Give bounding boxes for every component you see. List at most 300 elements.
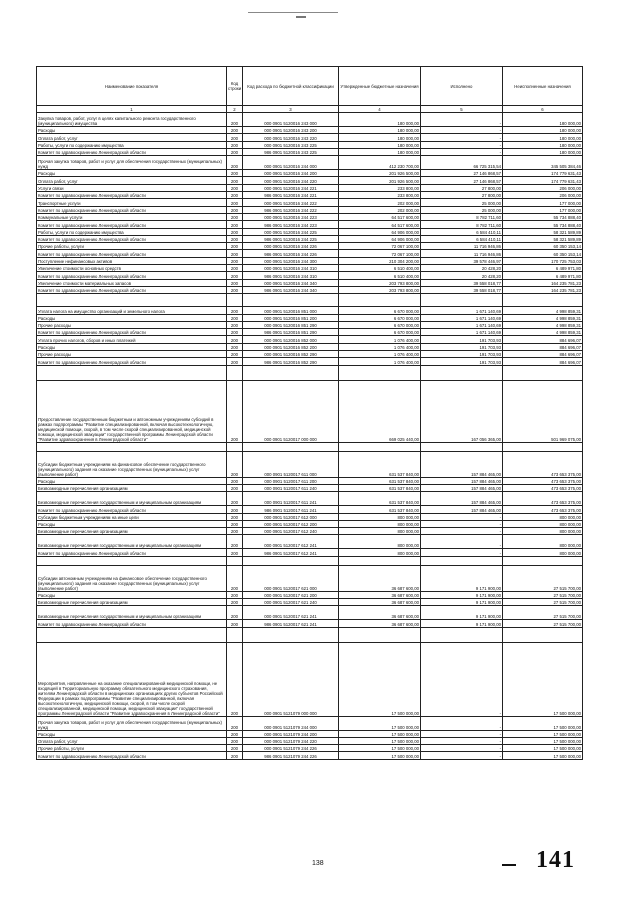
row-approved: 800 000,00 xyxy=(339,520,421,527)
row-unexecuted: 800 000,00 xyxy=(503,528,583,535)
column-number: 5 xyxy=(421,106,503,113)
row-executed: - xyxy=(421,549,503,556)
row-name: Комитет по здравоохранению Ленинградской области xyxy=(37,329,227,336)
row-line-code: 200 xyxy=(227,451,243,477)
row-budget-code: 000 0901 5120017 612 240 xyxy=(243,528,339,535)
row-line-code: 200 xyxy=(227,177,243,184)
row-unexecuted: 4 998 859,31 xyxy=(503,329,583,336)
row-budget-code: 000 0901 5120016 244 225 xyxy=(243,228,339,235)
row-approved: 64 517 600,00 xyxy=(339,213,421,220)
row-line-code: 200 xyxy=(227,520,243,527)
row-line-code: 200 xyxy=(227,737,243,744)
row-name: Расходы xyxy=(37,127,227,134)
row-line-code: 200 xyxy=(227,192,243,199)
row-budget-code: 000 0901 5121079 244 226 xyxy=(243,745,339,752)
stamp-dash xyxy=(502,864,516,866)
scan-artifact-mark xyxy=(296,16,306,18)
table-row xyxy=(37,737,583,744)
table-row xyxy=(37,265,583,272)
table-row xyxy=(37,314,583,321)
row-approved: 6 670 000,00 xyxy=(339,314,421,321)
row-executed: 39 558 018,77 xyxy=(421,286,503,293)
row-unexecuted: 27 515 700,00 xyxy=(503,598,583,605)
row-approved: 233 800,00 xyxy=(339,192,421,199)
table-row xyxy=(37,141,583,148)
row-unexecuted: 17 500 000,00 xyxy=(503,730,583,737)
table-row xyxy=(37,642,583,716)
row-executed: 25 000,00 xyxy=(421,199,503,206)
row-name: Комитет по здравоохранению Ленинградской области xyxy=(37,286,227,293)
row-line-code: 200 xyxy=(227,549,243,556)
row-approved: 631 537 840,00 xyxy=(339,506,421,513)
row-unexecuted: 4 998 859,31 xyxy=(503,314,583,321)
row-line-code: 200 xyxy=(227,506,243,513)
row-executed: 167 056 365,00 xyxy=(421,380,503,442)
row-approved: 1 076 400,00 xyxy=(339,336,421,343)
row-approved: 631 537 840,00 xyxy=(339,492,421,506)
empty-cell xyxy=(227,556,243,565)
row-executed: - xyxy=(421,127,503,134)
row-budget-code: 986 0901 5120016 244 221 xyxy=(243,192,339,199)
row-name: Расходы xyxy=(37,314,227,321)
row-line-code: 200 xyxy=(227,492,243,506)
row-unexecuted: 473 653 375,00 xyxy=(503,477,583,484)
row-name: Расходы xyxy=(37,170,227,177)
row-line-code: 200 xyxy=(227,257,243,264)
row-unexecuted: 55 734 888,40 xyxy=(503,221,583,228)
header-indicator-name: Наименование показателя xyxy=(37,67,227,106)
table-row xyxy=(37,365,583,380)
table-row xyxy=(37,745,583,752)
row-executed: - xyxy=(421,730,503,737)
row-executed: 191 703,93 xyxy=(421,358,503,365)
row-line-code: 200 xyxy=(227,134,243,141)
row-budget-code: 986 0901 5121079 244 226 xyxy=(243,752,339,759)
row-unexecuted: 174 779 631,43 xyxy=(503,177,583,184)
row-budget-code: 986 0901 5120017 612 241 xyxy=(243,549,339,556)
row-line-code: 200 xyxy=(227,184,243,191)
row-name: Прочая закупка товаров, работ и услуг для обеспечения государственных (муниципальных) нужд xyxy=(37,716,227,730)
row-executed: - xyxy=(421,737,503,744)
row-budget-code: 000 0901 5120016 243 200 xyxy=(243,127,339,134)
row-line-code: 200 xyxy=(227,321,243,328)
table-row xyxy=(37,620,583,627)
row-unexecuted: 800 000,00 xyxy=(503,520,583,527)
row-executed: 9 171 900,00 xyxy=(421,598,503,605)
table-row xyxy=(37,351,583,358)
row-executed: 27 800,00 xyxy=(421,184,503,191)
row-name: Комитет по здравоохранению Ленинградской области xyxy=(37,506,227,513)
row-name: Поступление нефинансовых активов xyxy=(37,257,227,264)
row-approved: 17 500 000,00 xyxy=(339,642,421,716)
row-unexecuted: 180 000,00 xyxy=(503,113,583,127)
row-unexecuted: 17 500 000,00 xyxy=(503,745,583,752)
row-name: Транспортные услуги xyxy=(37,199,227,206)
empty-cell xyxy=(339,365,421,380)
page-number: 138 xyxy=(312,860,324,867)
row-line-code: 200 xyxy=(227,286,243,293)
row-name: Комитет по здравоохранению Ленинградской области xyxy=(37,272,227,279)
row-budget-code: 000 0901 5120016 244 340 xyxy=(243,279,339,286)
row-approved: 36 687 600,00 xyxy=(339,565,421,591)
row-approved: 17 500 000,00 xyxy=(339,716,421,730)
row-budget-code: 000 0901 5120016 243 220 xyxy=(243,134,339,141)
row-line-code: 200 xyxy=(227,141,243,148)
row-executed: 157 884 465,00 xyxy=(421,451,503,477)
table-row xyxy=(37,716,583,730)
table-row xyxy=(37,492,583,506)
row-budget-code: 986 0901 5120017 621 241 xyxy=(243,620,339,627)
row-executed: - xyxy=(421,148,503,155)
header-executed: Исполнено xyxy=(421,67,503,106)
row-executed: 1 671 140,69 xyxy=(421,314,503,321)
row-line-code: 200 xyxy=(227,228,243,235)
row-unexecuted: 180 000,00 xyxy=(503,134,583,141)
row-unexecuted: 884 696,07 xyxy=(503,336,583,343)
table-row xyxy=(37,549,583,556)
row-approved: 6 670 000,00 xyxy=(339,307,421,314)
row-name: Комитет по здравоохранению Ленинградской области xyxy=(37,192,227,199)
table-row xyxy=(37,307,583,314)
row-budget-code: 000 0901 5120017 621 241 xyxy=(243,606,339,620)
row-name: Оплата работ, услуг xyxy=(37,177,227,184)
empty-cell xyxy=(37,627,227,642)
empty-cell xyxy=(37,442,227,451)
row-name: Закупка товаров, работ, услуг в целях капитального ремонта государственного (муниципального) имущества xyxy=(37,113,227,127)
empty-cell xyxy=(339,627,421,642)
row-line-code: 200 xyxy=(227,272,243,279)
table-row xyxy=(37,343,583,350)
row-approved: 202 000,00 xyxy=(339,199,421,206)
row-executed: 191 703,93 xyxy=(421,343,503,350)
row-unexecuted: 206 000,00 xyxy=(503,192,583,199)
row-line-code: 200 xyxy=(227,235,243,242)
row-line-code: 200 xyxy=(227,565,243,591)
row-name: Предоставление государственным бюджетным и автономным учреждениям субсидий в рамках подпрограммы "Развитие специализированной, включая высокотехнологичную, медицинской помощи, скорой, в том числе скорой специализированной, медицинской помощи, медицинской эвакуации" государственной программы Ленинградской области "Развитие здравоохранения в Ленинградской области" xyxy=(37,380,227,442)
row-executed: - xyxy=(421,141,503,148)
empty-cell xyxy=(243,294,339,307)
row-approved: 64 517 600,00 xyxy=(339,221,421,228)
row-line-code: 200 xyxy=(227,513,243,520)
empty-cell xyxy=(339,556,421,565)
row-budget-code: 000 0901 5120016 852 200 xyxy=(243,343,339,350)
row-name: Прочие работы, услуги xyxy=(37,243,227,250)
row-name: Безвозмездные перечисления государственным и муниципальным организациям xyxy=(37,535,227,549)
table-row xyxy=(37,477,583,484)
row-executed: 25 000,00 xyxy=(421,206,503,213)
row-unexecuted: 473 653 375,00 xyxy=(503,492,583,506)
row-executed: - xyxy=(421,113,503,127)
row-budget-code: 000 0901 5121079 244 000 xyxy=(243,716,339,730)
row-unexecuted: 6 489 971,80 xyxy=(503,265,583,272)
row-unexecuted: 58 321 589,89 xyxy=(503,235,583,242)
row-executed: 157 884 465,00 xyxy=(421,506,503,513)
row-name: Услуги связи xyxy=(37,184,227,191)
row-executed: - xyxy=(421,642,503,716)
empty-cell xyxy=(243,627,339,642)
row-unexecuted: 800 000,00 xyxy=(503,549,583,556)
row-executed: 66 725 315,54 xyxy=(421,156,503,170)
row-approved: 203 793 800,00 xyxy=(339,286,421,293)
table-row xyxy=(37,286,583,293)
row-executed: 39 578 446,97 xyxy=(421,257,503,264)
row-name: Комитет по здравоохранению Ленинградской области xyxy=(37,148,227,155)
table-row xyxy=(37,235,583,242)
row-executed: 1 671 140,69 xyxy=(421,307,503,314)
handwritten-page-stamp: 141 xyxy=(536,847,575,873)
row-unexecuted: 17 500 000,00 xyxy=(503,642,583,716)
row-unexecuted: 27 515 700,00 xyxy=(503,620,583,627)
row-executed: 27 146 868,57 xyxy=(421,170,503,177)
row-name: Расходы xyxy=(37,520,227,527)
row-budget-code: 000 0901 5120017 611 240 xyxy=(243,484,339,491)
scan-artifact-line xyxy=(248,12,338,13)
row-name: Комитет по здравоохранению Ленинградской области xyxy=(37,221,227,228)
row-executed: - xyxy=(421,745,503,752)
row-name: Безвозмездные перечисления государственным и муниципальным организациям xyxy=(37,606,227,620)
row-budget-code: 000 0901 5120017 612 200 xyxy=(243,520,339,527)
row-name: Расходы xyxy=(37,343,227,350)
row-budget-code: 000 0901 5120017 621 000 xyxy=(243,565,339,591)
row-line-code: 200 xyxy=(227,279,243,286)
empty-cell xyxy=(503,294,583,307)
row-unexecuted: 800 000,00 xyxy=(503,513,583,520)
row-unexecuted: 884 696,07 xyxy=(503,343,583,350)
row-line-code: 200 xyxy=(227,620,243,627)
row-executed: 1 671 140,69 xyxy=(421,321,503,328)
row-approved: 412 230 700,00 xyxy=(339,156,421,170)
table-row xyxy=(37,156,583,170)
empty-cell xyxy=(227,365,243,380)
row-approved: 17 500 000,00 xyxy=(339,752,421,759)
table-row xyxy=(37,752,583,759)
row-approved: 201 926 500,00 xyxy=(339,177,421,184)
row-approved: 64 906 000,00 xyxy=(339,235,421,242)
row-unexecuted: 60 350 153,14 xyxy=(503,250,583,257)
empty-cell xyxy=(227,627,243,642)
row-budget-code: 986 0901 5120016 852 290 xyxy=(243,358,339,365)
empty-cell xyxy=(421,294,503,307)
table-row xyxy=(37,279,583,286)
row-budget-code: 000 0901 5120017 611 241 xyxy=(243,492,339,506)
row-unexecuted: 345 505 384,46 xyxy=(503,156,583,170)
row-unexecuted: 884 696,07 xyxy=(503,351,583,358)
row-approved: 800 000,00 xyxy=(339,535,421,549)
row-budget-code: 986 0901 5120016 244 226 xyxy=(243,250,339,257)
table-row xyxy=(37,272,583,279)
row-executed: 11 716 946,86 xyxy=(421,243,503,250)
row-executed: 1 671 140,69 xyxy=(421,329,503,336)
row-name: Безвозмездные перечисления организациям xyxy=(37,598,227,605)
row-budget-code: 000 0901 5120016 244 200 xyxy=(243,170,339,177)
row-budget-code: 000 0901 5120016 244 223 xyxy=(243,213,339,220)
row-unexecuted: 180 000,00 xyxy=(503,141,583,148)
row-executed: 27 146 868,57 xyxy=(421,177,503,184)
row-budget-code: 000 0901 5120017 611 000 xyxy=(243,451,339,477)
table-row xyxy=(37,380,583,442)
row-unexecuted: 164 235 781,23 xyxy=(503,279,583,286)
row-executed: 157 884 465,00 xyxy=(421,492,503,506)
row-approved: 210 304 200,00 xyxy=(339,257,421,264)
table-row xyxy=(37,294,583,307)
row-approved: 17 500 000,00 xyxy=(339,730,421,737)
row-budget-code: 000 0901 5121079 244 220 xyxy=(243,737,339,744)
row-name: Комитет по здравоохранению Ленинградской области xyxy=(37,206,227,213)
row-approved: 180 000,00 xyxy=(339,113,421,127)
column-number: 2 xyxy=(227,106,243,113)
table-row xyxy=(37,606,583,620)
table-row xyxy=(37,535,583,549)
row-line-code: 200 xyxy=(227,127,243,134)
empty-cell xyxy=(37,294,227,307)
row-unexecuted: 177 000,00 xyxy=(503,206,583,213)
empty-cell xyxy=(37,556,227,565)
row-budget-code: 000 0901 5120016 244 310 xyxy=(243,265,339,272)
row-unexecuted: 180 000,00 xyxy=(503,148,583,155)
empty-cell xyxy=(339,294,421,307)
row-budget-code: 000 0901 5120016 243 000 xyxy=(243,113,339,127)
row-approved: 800 000,00 xyxy=(339,549,421,556)
row-unexecuted: 174 779 631,43 xyxy=(503,170,583,177)
row-name: Прочие работы, услуги xyxy=(37,745,227,752)
table-row xyxy=(37,250,583,257)
empty-cell xyxy=(227,442,243,451)
row-name: Увеличение стоимости основных средств xyxy=(37,265,227,272)
row-executed: 9 171 900,00 xyxy=(421,565,503,591)
table-row xyxy=(37,598,583,605)
row-line-code: 200 xyxy=(227,199,243,206)
row-line-code: 200 xyxy=(227,745,243,752)
table-row xyxy=(37,556,583,565)
row-approved: 36 687 600,00 xyxy=(339,606,421,620)
row-line-code: 200 xyxy=(227,343,243,350)
row-name: Расходы xyxy=(37,477,227,484)
row-name: Комитет по здравоохранению Ленинградской области xyxy=(37,235,227,242)
table-row xyxy=(37,451,583,477)
row-line-code: 200 xyxy=(227,380,243,442)
row-budget-code: 000 0901 5121079 244 200 xyxy=(243,730,339,737)
row-budget-code: 986 0901 5120016 244 223 xyxy=(243,221,339,228)
row-approved: 6 670 000,00 xyxy=(339,321,421,328)
table-body xyxy=(37,113,583,760)
row-unexecuted: 473 653 375,00 xyxy=(503,506,583,513)
row-line-code: 200 xyxy=(227,730,243,737)
row-executed: 20 428,20 xyxy=(421,265,503,272)
table-row xyxy=(37,358,583,365)
row-executed: 20 428,20 xyxy=(421,272,503,279)
row-unexecuted: 60 350 153,14 xyxy=(503,243,583,250)
row-approved: 17 500 000,00 xyxy=(339,737,421,744)
empty-cell xyxy=(339,442,421,451)
table-row xyxy=(37,257,583,264)
row-unexecuted: 17 500 000,00 xyxy=(503,716,583,730)
table-row xyxy=(37,127,583,134)
empty-cell xyxy=(421,627,503,642)
row-name: Безвозмездные перечисления государственным и муниципальным организациям xyxy=(37,492,227,506)
row-approved: 6 670 000,00 xyxy=(339,329,421,336)
row-approved: 180 000,00 xyxy=(339,148,421,155)
row-budget-code: 000 0901 5120016 244 222 xyxy=(243,199,339,206)
row-approved: 800 000,00 xyxy=(339,513,421,520)
row-line-code: 200 xyxy=(227,535,243,549)
table-row xyxy=(37,513,583,520)
row-budget-code: 986 0901 5120016 244 340 xyxy=(243,286,339,293)
header-approved: Утвержденные бюджетные назначения xyxy=(339,67,421,106)
row-unexecuted: 58 321 589,89 xyxy=(503,228,583,235)
table-row xyxy=(37,170,583,177)
row-budget-code: 000 0901 5120016 852 000 xyxy=(243,336,339,343)
row-name: Оплата работ, услуг xyxy=(37,737,227,744)
row-budget-code: 986 0901 5120016 244 225 xyxy=(243,235,339,242)
table-row xyxy=(37,520,583,527)
row-approved: 17 500 000,00 xyxy=(339,745,421,752)
row-approved: 180 000,00 xyxy=(339,141,421,148)
row-approved: 72 067 100,00 xyxy=(339,250,421,257)
row-name: Комитет по здравоохранению Ленинградской области xyxy=(37,358,227,365)
table-row xyxy=(37,192,583,199)
row-approved: 36 687 600,00 xyxy=(339,620,421,627)
table-header-row xyxy=(37,67,583,106)
row-executed: 191 703,93 xyxy=(421,336,503,343)
row-name: Субсидии бюджетным учреждениям на иные цели xyxy=(37,513,227,520)
row-name: Комитет по здравоохранению Ленинградской области xyxy=(37,620,227,627)
row-unexecuted: 17 500 000,00 xyxy=(503,752,583,759)
row-executed: 191 703,93 xyxy=(421,351,503,358)
row-line-code: 200 xyxy=(227,351,243,358)
row-executed: 157 884 465,00 xyxy=(421,484,503,491)
row-budget-code: 000 0901 5120016 851 000 xyxy=(243,307,339,314)
row-approved: 180 000,00 xyxy=(339,134,421,141)
row-line-code: 200 xyxy=(227,329,243,336)
row-approved: 6 510 400,00 xyxy=(339,265,421,272)
row-line-code: 200 xyxy=(227,250,243,257)
row-budget-code: 986 0901 5120016 244 222 xyxy=(243,206,339,213)
table-row xyxy=(37,442,583,451)
empty-cell xyxy=(503,556,583,565)
column-number: 6 xyxy=(503,106,583,113)
row-budget-code: 000 0901 5120017 612 241 xyxy=(243,535,339,549)
header-budget-code: Код расхода по бюджетной классификации xyxy=(243,67,339,106)
row-approved: 201 926 500,00 xyxy=(339,170,421,177)
table-row xyxy=(37,199,583,206)
row-unexecuted: 27 515 700,00 xyxy=(503,565,583,591)
row-executed: - xyxy=(421,528,503,535)
row-budget-code: 000 0901 5120016 244 220 xyxy=(243,177,339,184)
empty-cell xyxy=(421,365,503,380)
column-number: 3 xyxy=(243,106,339,113)
table-row xyxy=(37,184,583,191)
row-name: Безвозмездные перечисления организациям xyxy=(37,484,227,491)
table-row xyxy=(37,228,583,235)
row-line-code: 200 xyxy=(227,170,243,177)
row-budget-code: 000 0901 5120016 244 300 xyxy=(243,257,339,264)
table-row xyxy=(37,730,583,737)
row-approved: 1 076 400,00 xyxy=(339,351,421,358)
row-name: Оплата работ, услуг xyxy=(37,134,227,141)
empty-cell xyxy=(243,442,339,451)
table-row xyxy=(37,206,583,213)
row-line-code: 200 xyxy=(227,243,243,250)
row-line-code: 200 xyxy=(227,358,243,365)
row-executed: 9 171 900,00 xyxy=(421,606,503,620)
row-executed: - xyxy=(421,520,503,527)
table-row xyxy=(37,243,583,250)
row-budget-code: 000 0901 5120016 852 290 xyxy=(243,351,339,358)
table-row xyxy=(37,627,583,642)
row-line-code: 200 xyxy=(227,314,243,321)
table-row xyxy=(37,506,583,513)
row-line-code: 200 xyxy=(227,307,243,314)
